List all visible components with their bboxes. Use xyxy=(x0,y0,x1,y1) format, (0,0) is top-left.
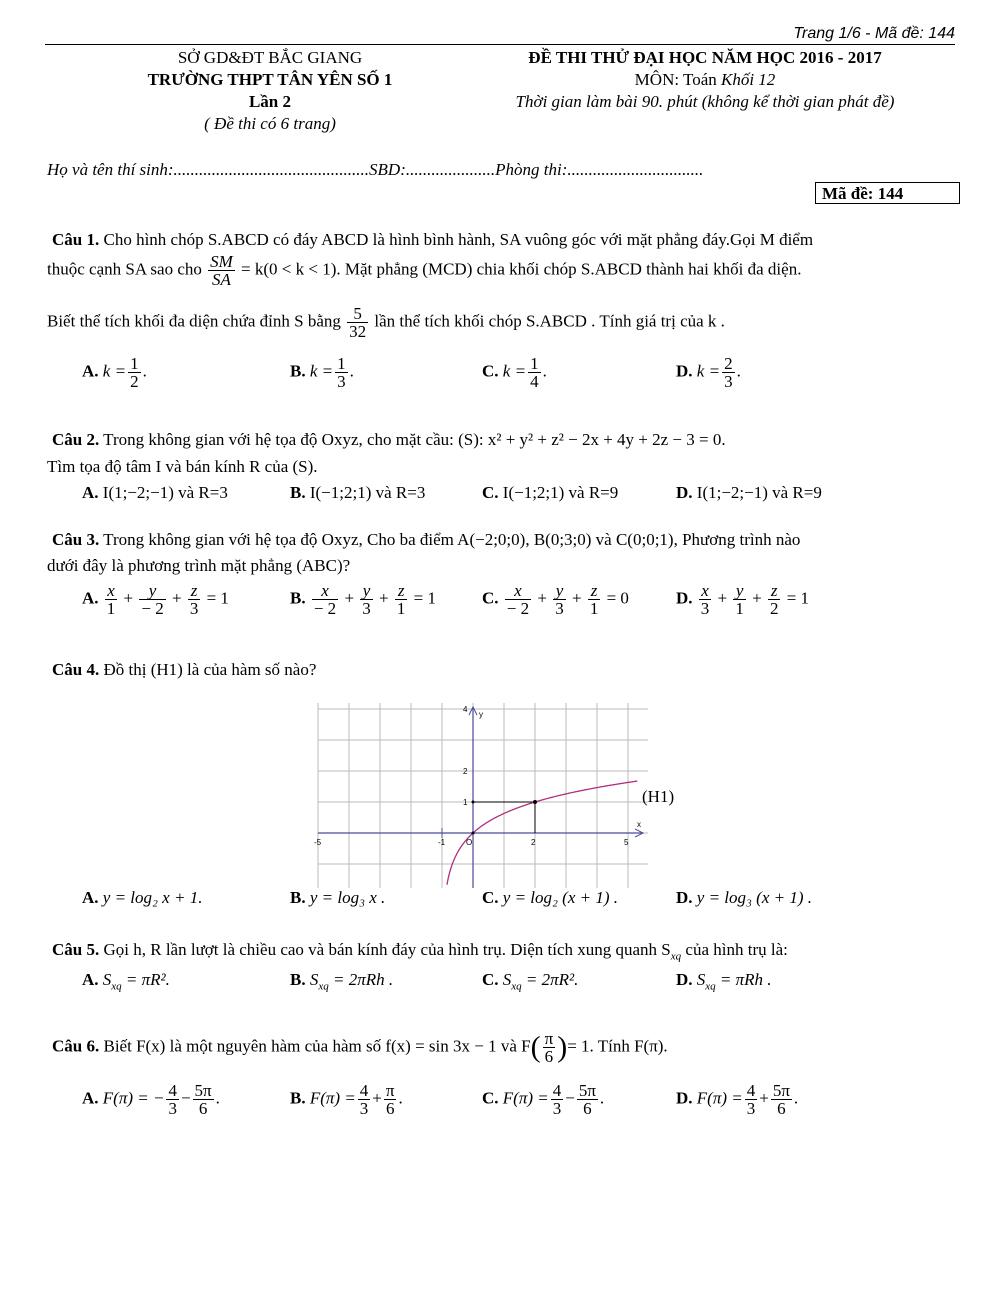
q6-option-frac2-den: 6 xyxy=(385,1099,395,1118)
subject-line xyxy=(470,69,940,91)
q5-option-sub: xq xyxy=(318,980,329,993)
q6-frac-num: π xyxy=(544,1029,554,1048)
q6-option-frac2 xyxy=(193,1082,214,1117)
q1-text2a: thuộc cạnh SA sao cho xyxy=(47,259,202,279)
q1-frac-den: SA xyxy=(212,270,231,289)
q1-option-expr: k = xyxy=(502,361,527,381)
q5-label: Câu 5. xyxy=(52,940,100,959)
q3-option-rhs: = 0 xyxy=(606,588,629,608)
q6-option-frac2-den: 6 xyxy=(583,1099,592,1118)
q5-text1b: của hình trụ là: xyxy=(681,940,788,959)
q5-option-s: S xyxy=(696,970,706,989)
q2-option-letter: B. xyxy=(290,483,306,502)
q6-text1a: Biết F(x) là một nguyên hàm của hàm số f(x) = sin 3x − 1 và F xyxy=(99,1036,531,1056)
q6-option-letter: A. xyxy=(82,1088,99,1108)
point-0-1 xyxy=(472,801,475,804)
q4-option-a xyxy=(82,888,202,908)
q3-option-letter: B. xyxy=(290,588,306,608)
q5-option-sub: xq xyxy=(705,980,716,993)
q1-option-letter: B. xyxy=(290,361,306,381)
y-tick-label: 1 xyxy=(463,798,468,807)
pages-note: ( Đề thi có 6 trang) xyxy=(204,114,336,133)
q2-option-b xyxy=(290,483,425,503)
q1-ratio-fraction xyxy=(347,305,368,340)
q6-frac-den: 6 xyxy=(544,1047,554,1066)
q6-option-sign: − xyxy=(565,1088,575,1108)
q5-line1 xyxy=(52,940,788,962)
q6-option-frac1-num: 4 xyxy=(168,1081,177,1100)
q3-option-term xyxy=(395,582,408,617)
q1-option-frac-den: 3 xyxy=(337,372,346,391)
q3-term-var: y xyxy=(553,582,566,600)
q3-option-term xyxy=(105,582,118,617)
q6-option-pre: F(π) = − xyxy=(102,1088,165,1108)
q6-option-a: A. F(π) = − $\frac{4}{3}$ − $\frac{5\pi}{6}$ . xyxy=(82,1081,220,1118)
time-note: Thời gian làm bài 90. phút (không kể thời gian phát đề) xyxy=(515,92,895,111)
q3-option-term xyxy=(360,582,373,617)
q1-text2b: = k(0 < k < 1). Mặt phẳng (MCD) chia khối chóp S.ABCD thành hai khối đa diện. xyxy=(241,259,802,279)
q4-option-text: y = log₂ (x + 1) . xyxy=(502,888,619,907)
q3-term-var: y xyxy=(139,582,165,600)
q6-option-frac1-num: 4 xyxy=(746,1081,756,1100)
q3-term-var: z xyxy=(188,582,201,600)
q3-line2: dưới đây là phương trình mặt phẳng (ABC)? xyxy=(47,556,351,575)
q3-option-term xyxy=(768,582,781,617)
q5-option-b xyxy=(290,970,393,992)
q1-fraction xyxy=(208,253,235,288)
q1-text1: Cho hình chóp S.ABCD có đáy ABCD là hình bình hành, SA vuông góc với mặt phẳng đáy.Gọi M điểm xyxy=(99,230,814,249)
q6-option-frac1-den: 3 xyxy=(168,1099,177,1118)
q4-label: Câu 4. xyxy=(52,660,100,679)
q3-option-rhs: = 1 xyxy=(786,588,810,608)
q3-option-d: D. $\frac{x}{3}$ + $\frac{y}{1}$ + $\frac{z}{2}$ = 1 xyxy=(676,581,810,618)
q6-line1: Câu 6. Biết F(x) là một nguyên hàm của hàm số f(x) = sin 3x − 1 và F( $\frac{\pi}{6}$ )= 1. Tính F(π). xyxy=(52,1029,668,1066)
q5-text1: Gọi h, R lần lượt là chiều cao và bán kính đáy của hình trụ. Diện tích xung quanh S xyxy=(99,940,671,959)
q3-option-rhs: = 1 xyxy=(206,588,229,608)
q1-label: Câu 1. xyxy=(52,230,100,249)
q4-option-b xyxy=(290,888,385,908)
q3-term-var: x xyxy=(505,582,531,600)
q3-term-var: y xyxy=(360,582,373,600)
q2-option-letter: D. xyxy=(676,483,693,502)
x-tick-label: 2 xyxy=(531,838,536,847)
q1-option-frac xyxy=(335,355,348,390)
q2-option-letter: A. xyxy=(82,483,99,502)
q3-option-letter: D. xyxy=(676,588,693,608)
q5-option-s: S xyxy=(502,970,512,989)
q1-text3b: lần thể tích khối chóp S.ABCD . Tính giá trị của k . xyxy=(374,311,725,331)
q5-option-sub: xq xyxy=(111,980,122,993)
q6-option-pre: F(π) = xyxy=(502,1088,549,1108)
q6-option-frac2 xyxy=(384,1082,397,1117)
q3-label: Câu 3. xyxy=(52,530,100,549)
q1-option-frac-den: 3 xyxy=(724,372,733,391)
q2-line2: Tìm tọa độ tâm I và bán kính R của (S). xyxy=(47,457,318,476)
origin-point xyxy=(472,832,475,835)
q1-option-expr: k = xyxy=(309,361,334,381)
exam-title: ĐỀ THI THỬ ĐẠI HỌC NĂM HỌC 2016 - 2017 xyxy=(528,48,882,67)
x-tick-label: -1 xyxy=(438,838,446,847)
q6-option-b: B. F(π) = $\frac{4}{3}$ + $\frac{\pi}{6}$ . xyxy=(290,1081,403,1118)
q6-option-frac1-den: 3 xyxy=(552,1099,562,1118)
q5-option-c xyxy=(482,970,578,992)
q6-option-pre: F(π) = xyxy=(696,1088,743,1108)
q5-option-letter: C. xyxy=(482,970,499,989)
q3-option-term xyxy=(312,582,338,617)
point-2-1 xyxy=(533,800,537,804)
q3-term-den: 3 xyxy=(555,599,564,618)
q3-term-den: − 2 xyxy=(313,599,337,618)
q4-option-d xyxy=(676,888,812,908)
graph-label: (H1) xyxy=(642,787,675,806)
q3-option-a: A. $\frac{x}{1}$ + $\frac{y}{- 2}$ + $\frac{z}{3}$ = 1 xyxy=(82,581,229,618)
q1-option-frac-num: 2 xyxy=(724,354,733,373)
q6-text1b: = 1. Tính F(π). xyxy=(567,1036,668,1056)
q3-option-c: C. $\frac{x}{- 2}$ + $\frac{y}{3}$ + $\frac{z}{1}$ = 0 xyxy=(482,581,629,618)
q3-term-den: 1 xyxy=(589,599,599,618)
q6-option-letter: B. xyxy=(290,1088,306,1108)
q4-option-letter: C. xyxy=(482,888,499,907)
q3-option-b: B. $\frac{x}{- 2}$ + $\frac{y}{3}$ + $\frac{z}{1}$ = 1 xyxy=(290,581,436,618)
q4-text1: Đồ thị (H1) là của hàm số nào? xyxy=(99,660,317,679)
q4-option-c xyxy=(482,888,618,908)
exam-code-box: Mã đề: 144 xyxy=(815,182,960,204)
q3-option-rhs: = 1 xyxy=(413,588,436,608)
header-right xyxy=(470,47,940,113)
h1-graph xyxy=(314,703,663,888)
q6-option-frac1-num: 4 xyxy=(359,1081,369,1100)
q6-option-frac1 xyxy=(745,1082,758,1117)
q5-option-text: = 2πRh . xyxy=(332,970,394,989)
q3-term-den: 1 xyxy=(106,599,116,618)
q6-option-frac2 xyxy=(577,1082,598,1117)
q5-option-d xyxy=(676,970,772,992)
q6-option-letter: D. xyxy=(676,1088,693,1108)
y-tick-label: 4 xyxy=(463,705,468,714)
school-name: TRƯỜNG THPT TÂN YÊN SỐ 1 xyxy=(147,70,393,89)
q1-option-frac xyxy=(528,355,541,390)
q1-option-letter: C. xyxy=(482,361,499,381)
q1-line1 xyxy=(52,230,813,250)
x-tick-label: 5 xyxy=(624,838,629,847)
header-left xyxy=(120,47,420,135)
subject-grade: Khối 12 xyxy=(721,70,776,89)
q1-option-d: D. k = $\frac{2}{3}$ . xyxy=(676,354,741,391)
q2-label: Câu 2. xyxy=(52,430,100,449)
q6-option-frac1 xyxy=(358,1082,371,1117)
q1-line3 xyxy=(47,305,725,340)
q2-option-text: I(−1;2;1) và R=3 xyxy=(309,483,426,502)
q6-option-frac2 xyxy=(771,1082,792,1117)
q4-option-text: y = log₃ (x + 1) . xyxy=(696,888,813,907)
q2-option-letter: C. xyxy=(482,483,499,502)
q5-option-sub: xq xyxy=(511,980,522,993)
q4-option-text: y = log₂ x + 1. xyxy=(102,888,203,907)
q1-option-frac-num: 1 xyxy=(337,354,346,373)
page-indicator: Trang 1/6 - Mã đề: 144 xyxy=(793,25,955,42)
q6-option-frac1 xyxy=(551,1082,564,1117)
q1-option-frac-num: 1 xyxy=(530,354,539,373)
q2-option-text: I(1;−2;−1) và R=3 xyxy=(102,483,228,502)
q1-ratio-num: 5 xyxy=(347,305,368,323)
q6-option-sign: − xyxy=(180,1088,191,1108)
q1-ratio-den: 32 xyxy=(349,322,367,341)
q6-option-letter: C. xyxy=(482,1088,499,1108)
q5-option-letter: D. xyxy=(676,970,693,989)
q1-option-expr: k = xyxy=(696,361,721,381)
q6-option-frac2-den: 6 xyxy=(777,1099,786,1118)
q5-option-s: S xyxy=(102,970,112,989)
header-rule xyxy=(45,44,955,45)
q3-line1 xyxy=(52,530,800,550)
q2-text1: Trong không gian với hệ tọa độ Oxyz, cho mặt cầu: (S): x² + y² + z² − 2x + 4y + 2z − 3 = 0. xyxy=(99,430,726,449)
exam-round: Lần 2 xyxy=(248,92,292,111)
q3-text1: Trong không gian với hệ tọa độ Oxyz, Cho ba điểm A(−2;0;0), B(0;3;0) và C(0;0;1), Phương trình nào xyxy=(99,530,801,549)
q5-option-s: S xyxy=(309,970,319,989)
q2-option-d xyxy=(676,483,822,503)
q3-option-term xyxy=(188,582,201,617)
q6-option-frac1-den: 3 xyxy=(746,1099,756,1118)
q3-option-term xyxy=(505,582,531,617)
q6-label: Câu 6. xyxy=(52,1036,100,1056)
q1-text3a: Biết thể tích khối đa diện chứa đỉnh S bằng xyxy=(47,311,341,331)
q3-term-den: − 2 xyxy=(506,599,530,618)
q1-option-frac-den: 2 xyxy=(130,372,139,391)
q5-sub: xq xyxy=(670,950,682,963)
q3-option-term xyxy=(588,582,601,617)
q4-line1 xyxy=(52,660,316,680)
q3-term-den: 1 xyxy=(396,599,406,618)
q4-option-letter: A. xyxy=(82,888,99,907)
q3-option-term xyxy=(699,582,712,617)
q3-term-den: 3 xyxy=(362,599,371,618)
q6-option-c: C. F(π) = $\frac{4}{3}$ − $\frac{5\pi}{6}$ . xyxy=(482,1081,605,1118)
y-axis-label: y xyxy=(479,710,483,719)
q3-term-var: x xyxy=(312,582,338,600)
candidate-line: Họ và tên thí sinh:..............................................SBD:.....................Phòng thi:................................ xyxy=(47,160,704,179)
q5-option-text: = πR². xyxy=(125,970,170,989)
y-tick-label: 2 xyxy=(463,767,468,776)
q5-option-a xyxy=(82,970,170,992)
q6-option-frac2-num: 5π xyxy=(772,1081,790,1100)
q3-option-term xyxy=(139,582,165,617)
q1-frac-num: SM xyxy=(210,252,233,271)
q6-option-frac1 xyxy=(166,1082,179,1117)
q5-option-letter: A. xyxy=(82,970,99,989)
q3-term-var: x xyxy=(105,582,118,600)
q3-term-den: 1 xyxy=(735,599,744,618)
q1-option-frac-den: 4 xyxy=(530,372,539,391)
q1-option-c: C. k = $\frac{1}{4}$ . xyxy=(482,354,547,391)
q3-term-var: z xyxy=(395,582,408,600)
q2-option-text: I(−1;2;1) và R=9 xyxy=(502,483,619,502)
q2-line1 xyxy=(52,430,726,450)
q3-term-var: x xyxy=(699,582,712,600)
subject-prefix: MÔN: Toán xyxy=(634,70,721,89)
q5-option-text: = πRh . xyxy=(719,970,772,989)
q3-option-term xyxy=(553,582,566,617)
q6-fraction xyxy=(543,1030,556,1065)
q6-option-frac2-num: π xyxy=(385,1081,395,1100)
q1-option-b: B. k = $\frac{1}{3}$ . xyxy=(290,354,354,391)
q1-option-letter: D. xyxy=(676,361,693,381)
q6-option-frac1-num: 4 xyxy=(552,1081,562,1100)
q5-option-text: = 2πR². xyxy=(525,970,579,989)
q3-term-den: 3 xyxy=(700,599,710,618)
q3-term-var: y xyxy=(733,582,746,600)
q2-option-c xyxy=(482,483,618,503)
dept-name: SỞ GD&ĐT BẮC GIANG xyxy=(177,48,363,67)
q1-option-frac xyxy=(722,355,735,390)
q6-option-sign: + xyxy=(759,1088,769,1108)
q1-option-a: A. k = $\frac{1}{2}$ . xyxy=(82,354,147,391)
q1-option-frac-num: 1 xyxy=(130,354,139,373)
q3-option-letter: C. xyxy=(482,588,499,608)
q3-option-letter: A. xyxy=(82,588,99,608)
q4-option-letter: B. xyxy=(290,888,306,907)
q6-option-frac1-den: 3 xyxy=(359,1099,369,1118)
q6-option-pre: F(π) = xyxy=(309,1088,356,1108)
q2-option-a xyxy=(82,483,228,503)
q3-term-den: − 2 xyxy=(141,599,164,618)
q4-option-letter: D. xyxy=(676,888,693,907)
q6-option-frac2-den: 6 xyxy=(198,1099,208,1118)
q3-term-var: z xyxy=(768,582,781,600)
q5-option-letter: B. xyxy=(290,970,306,989)
q1-option-expr: k = xyxy=(102,361,127,381)
q4-option-text: y = log₃ x . xyxy=(309,888,386,907)
q3-term-den: 3 xyxy=(189,599,199,618)
q3-term-den: 2 xyxy=(769,599,779,618)
q6-option-frac2-num: 5π xyxy=(194,1081,212,1100)
x-axis-label: x xyxy=(637,820,641,829)
q3-term-var: z xyxy=(588,582,601,600)
q1-option-frac xyxy=(128,355,141,390)
q1-line2 xyxy=(47,253,801,288)
q1-option-letter: A. xyxy=(82,361,99,381)
q2-option-text: I(1;−2;−1) và R=9 xyxy=(696,483,822,502)
x-tick-label: -5 xyxy=(314,838,322,847)
q6-option-frac2-num: 5π xyxy=(578,1081,596,1100)
q3-option-term xyxy=(733,582,746,617)
q6-option-sign: + xyxy=(372,1088,382,1108)
q6-option-d: D. F(π) = $\frac{4}{3}$ + $\frac{5\pi}{6}$ . xyxy=(676,1081,799,1118)
x-tick-label: O xyxy=(466,838,473,847)
